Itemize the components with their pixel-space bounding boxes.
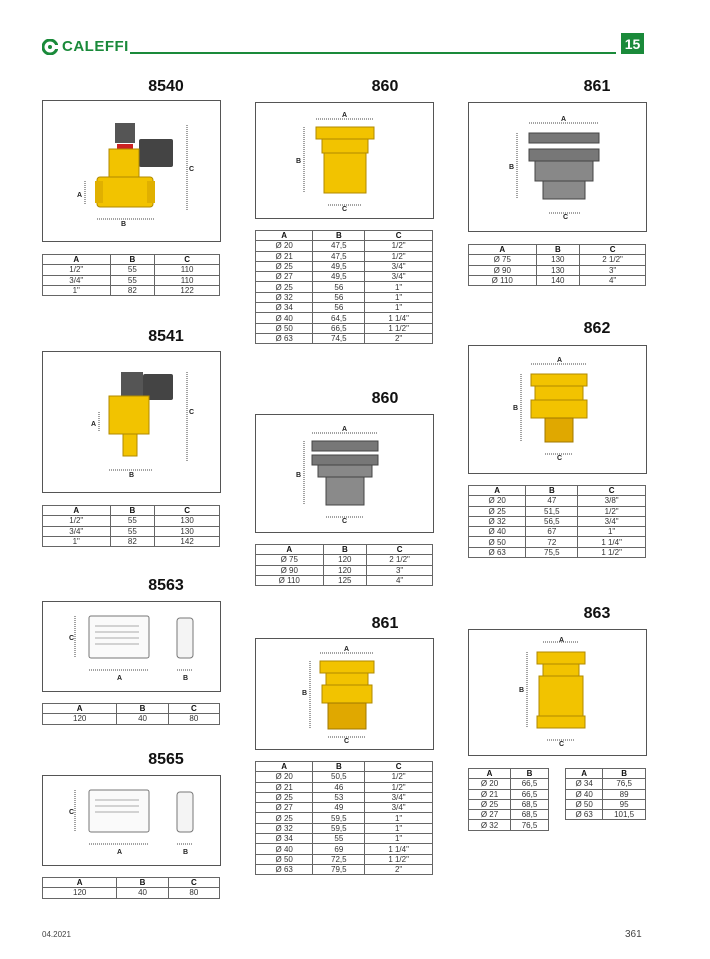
table-cell: 1" xyxy=(43,536,111,546)
table-row xyxy=(469,799,549,809)
table-row xyxy=(256,282,433,292)
dim-label-c: C xyxy=(557,455,563,462)
table-cell: 75,5 xyxy=(526,547,578,557)
table-cell: 130 xyxy=(536,255,580,265)
table-cell: 72 xyxy=(526,537,578,547)
dim-label-c: C xyxy=(563,214,569,221)
table-row xyxy=(256,803,433,813)
dim-label-a: A xyxy=(117,675,123,682)
table-row xyxy=(43,516,220,526)
col-header: A xyxy=(43,506,111,516)
table-cell: Ø 90 xyxy=(256,565,324,575)
dim-label-b: B xyxy=(509,164,515,171)
spec-table-860 xyxy=(255,230,433,344)
section-number: 15 xyxy=(621,33,644,54)
table-cell: Ø 21 xyxy=(469,789,511,799)
table-cell: 1" xyxy=(365,813,433,823)
spec-table-8540 xyxy=(42,254,220,296)
table-cell: 40 xyxy=(117,714,168,724)
table-cell: 130 xyxy=(155,526,220,536)
table-row xyxy=(469,506,646,516)
col-header: A xyxy=(256,545,324,555)
table-cell: 1" xyxy=(365,834,433,844)
table-cell: 2" xyxy=(365,864,433,874)
table-row xyxy=(256,272,433,282)
col-header: C xyxy=(365,762,433,772)
table-cell: 110 xyxy=(155,275,220,285)
publication-date: 04.2021 xyxy=(42,930,71,939)
table-cell: Ø 50 xyxy=(256,854,313,864)
table-cell: 76,5 xyxy=(511,820,549,830)
table-row xyxy=(469,265,646,275)
product-title-862: 862 xyxy=(583,320,611,337)
table-cell: Ø 32 xyxy=(256,823,313,833)
product-image-860-grey xyxy=(255,414,434,533)
spec-table-8563 xyxy=(42,703,220,725)
table-cell: 72,5 xyxy=(313,854,365,864)
table-row xyxy=(566,789,646,799)
table-cell: Ø 63 xyxy=(256,864,313,874)
dim-label-c: C xyxy=(559,741,565,748)
col-header: A xyxy=(469,245,537,255)
table-cell: 50,5 xyxy=(313,772,365,782)
table-cell: 120 xyxy=(323,555,367,565)
table-cell: 1 1/4" xyxy=(365,844,433,854)
table-cell: 101,5 xyxy=(603,810,646,820)
table-cell: 1 1/2" xyxy=(365,854,433,864)
table-cell: 56 xyxy=(313,303,365,313)
product-title-861: 861 xyxy=(371,615,399,632)
table-row xyxy=(469,255,646,265)
table-cell: Ø 40 xyxy=(566,789,603,799)
table-cell: 68,5 xyxy=(511,810,549,820)
table-cell: 3/4" xyxy=(43,275,111,285)
col-header: A xyxy=(43,878,117,888)
table-cell: 66,5 xyxy=(511,779,549,789)
table-row xyxy=(256,303,433,313)
spec-table-860-large xyxy=(255,544,433,586)
product-image-8563 xyxy=(42,601,221,692)
table-row xyxy=(43,526,220,536)
col-header: C xyxy=(367,545,433,555)
col-header: B xyxy=(323,545,367,555)
table-cell: 1 1/2" xyxy=(365,323,433,333)
product-image-861-grey xyxy=(468,102,647,232)
table-cell: 55 xyxy=(110,265,155,275)
table-cell: 1 1/4" xyxy=(578,537,646,547)
dim-label-b: B xyxy=(302,690,308,697)
table-cell: 64,5 xyxy=(313,313,365,323)
product-title-860-large: 860 xyxy=(371,390,399,407)
table-cell: 56 xyxy=(313,282,365,292)
table-row xyxy=(256,813,433,823)
table-cell: 1/2" xyxy=(43,265,111,275)
spec-table-8541 xyxy=(42,505,220,547)
table-cell: 82 xyxy=(110,536,155,546)
product-title-863: 863 xyxy=(583,605,611,622)
dim-label-b: B xyxy=(183,675,189,682)
col-header: B xyxy=(511,769,549,779)
col-header: A xyxy=(43,704,117,714)
dim-label-b: B xyxy=(129,472,135,479)
table-cell: 3" xyxy=(580,265,646,275)
table-cell: Ø 34 xyxy=(256,303,313,313)
spec-table-861 xyxy=(255,761,433,875)
product-image-862 xyxy=(468,345,647,474)
table-cell: 3/4" xyxy=(578,516,646,526)
dim-label-c: C xyxy=(342,518,348,525)
table-cell: 46 xyxy=(313,782,365,792)
table-cell: Ø 63 xyxy=(469,547,526,557)
table-cell: 142 xyxy=(155,536,220,546)
table-row xyxy=(256,823,433,833)
table-cell: 59,5 xyxy=(313,823,365,833)
table-cell: 1" xyxy=(578,527,646,537)
table-cell: Ø 25 xyxy=(469,506,526,516)
dim-label-a: A xyxy=(342,426,348,433)
table-cell: 130 xyxy=(155,516,220,526)
col-header: C xyxy=(155,255,220,265)
spec-table-863-right xyxy=(565,768,646,820)
table-cell: 68,5 xyxy=(511,799,549,809)
spec-table-862 xyxy=(468,485,646,558)
caleffi-logo-icon xyxy=(42,39,58,55)
table-cell: 120 xyxy=(43,714,117,724)
col-header: B xyxy=(110,255,155,265)
table-row xyxy=(566,779,646,789)
table-cell: Ø 25 xyxy=(256,792,313,802)
dim-label-b: B xyxy=(519,687,525,694)
table-cell: 80 xyxy=(168,888,219,898)
col-header: A xyxy=(566,769,603,779)
product-image-8541 xyxy=(42,351,221,493)
table-row xyxy=(256,565,433,575)
product-image-8540 xyxy=(42,100,221,242)
col-header: C xyxy=(168,878,219,888)
product-title-860: 860 xyxy=(371,78,399,95)
dim-label-c: C xyxy=(69,635,75,642)
table-cell: 49,5 xyxy=(313,261,365,271)
dim-label-a: A xyxy=(91,421,97,428)
table-cell: Ø 50 xyxy=(566,799,603,809)
table-row xyxy=(469,820,549,830)
table-cell: Ø 90 xyxy=(469,265,537,275)
col-header: C xyxy=(168,704,219,714)
table-cell: 47 xyxy=(526,496,578,506)
table-cell: 1" xyxy=(365,823,433,833)
product-image-861-yellow xyxy=(255,638,434,750)
col-header: B xyxy=(603,769,646,779)
table-cell: Ø 75 xyxy=(469,255,537,265)
table-row xyxy=(43,275,220,285)
table-row xyxy=(43,714,220,724)
table-cell: Ø 50 xyxy=(256,323,313,333)
table-cell: 3/4" xyxy=(365,803,433,813)
table-row xyxy=(256,261,433,271)
dim-label-c: C xyxy=(344,738,350,745)
table-cell: 55 xyxy=(313,834,365,844)
product-image-8565 xyxy=(42,775,221,866)
table-row xyxy=(43,285,220,295)
table-cell: 1/2" xyxy=(578,506,646,516)
table-row xyxy=(469,527,646,537)
product-image-860-yellow xyxy=(255,102,434,219)
table-cell: Ø 63 xyxy=(256,333,313,343)
table-row xyxy=(256,834,433,844)
table-row xyxy=(256,772,433,782)
dim-label-a: A xyxy=(342,112,348,119)
table-row xyxy=(256,251,433,261)
col-header: B xyxy=(117,878,168,888)
brand-name: CALEFFI xyxy=(62,38,129,55)
table-cell: Ø 34 xyxy=(256,834,313,844)
table-cell: 80 xyxy=(168,714,219,724)
table-cell: Ø 40 xyxy=(469,527,526,537)
dim-label-a: A xyxy=(77,192,83,199)
table-cell: 1" xyxy=(365,303,433,313)
table-cell: 1/2" xyxy=(365,251,433,261)
table-row xyxy=(256,575,433,585)
table-cell: 55 xyxy=(110,516,155,526)
table-cell: 3/4" xyxy=(365,792,433,802)
table-cell: 3/4" xyxy=(43,526,111,536)
col-header: B xyxy=(526,486,578,496)
table-cell: Ø 32 xyxy=(256,292,313,302)
table-row xyxy=(469,789,549,799)
table-row xyxy=(256,782,433,792)
table-row xyxy=(469,537,646,547)
table-cell: Ø 25 xyxy=(469,799,511,809)
table-cell: 74,5 xyxy=(313,333,365,343)
table-cell: 3/8" xyxy=(578,496,646,506)
table-cell: Ø 25 xyxy=(256,282,313,292)
table-cell: 4" xyxy=(580,275,646,285)
table-row xyxy=(256,333,433,343)
table-cell: Ø 20 xyxy=(256,241,313,251)
table-cell: 122 xyxy=(155,285,220,295)
table-cell: Ø 40 xyxy=(256,313,313,323)
table-cell: Ø 32 xyxy=(469,516,526,526)
table-cell: 130 xyxy=(536,265,580,275)
table-row xyxy=(566,810,646,820)
table-cell: 66,5 xyxy=(313,323,365,333)
table-cell: 3" xyxy=(367,565,433,575)
dim-label-b: B xyxy=(296,158,302,165)
table-cell: 1" xyxy=(43,285,111,295)
table-row xyxy=(469,547,646,557)
table-cell: Ø 20 xyxy=(469,496,526,506)
table-cell: 1 1/4" xyxy=(365,313,433,323)
table-cell: Ø 40 xyxy=(256,844,313,854)
table-cell: 2 1/2" xyxy=(367,555,433,565)
table-row xyxy=(469,275,646,285)
table-row xyxy=(469,810,549,820)
table-cell: 125 xyxy=(323,575,367,585)
spec-table-8565 xyxy=(42,877,220,899)
table-cell: Ø 27 xyxy=(256,803,313,813)
table-cell: 53 xyxy=(313,792,365,802)
table-cell: Ø 27 xyxy=(256,272,313,282)
table-cell: 69 xyxy=(313,844,365,854)
table-cell: Ø 21 xyxy=(256,782,313,792)
table-cell: 120 xyxy=(323,565,367,575)
product-title-8540: 8540 xyxy=(148,78,184,95)
table-row xyxy=(256,844,433,854)
col-header: B xyxy=(536,245,580,255)
col-header: C xyxy=(578,486,646,496)
dim-label-c: C xyxy=(69,809,75,816)
table-cell: Ø 110 xyxy=(256,575,324,585)
table-cell: 66,5 xyxy=(511,789,549,799)
col-header: A xyxy=(43,255,111,265)
product-title-8565: 8565 xyxy=(148,751,184,768)
table-cell: 47,5 xyxy=(313,241,365,251)
table-cell: 1/2" xyxy=(43,516,111,526)
table-cell: Ø 25 xyxy=(256,261,313,271)
table-row xyxy=(469,496,646,506)
dim-label-b: B xyxy=(296,472,302,479)
table-cell: 51,5 xyxy=(526,506,578,516)
table-row xyxy=(43,536,220,546)
dim-label-a: A xyxy=(561,116,567,123)
table-cell: 56 xyxy=(313,292,365,302)
table-cell: 1/2" xyxy=(365,241,433,251)
table-cell: 1/2" xyxy=(365,772,433,782)
table-cell: 1" xyxy=(365,282,433,292)
table-cell: 3/4" xyxy=(365,261,433,271)
table-row xyxy=(469,779,549,789)
table-cell: 4" xyxy=(367,575,433,585)
col-header: A xyxy=(469,486,526,496)
dim-label-b: B xyxy=(121,221,127,228)
table-cell: Ø 20 xyxy=(469,779,511,789)
table-cell: 82 xyxy=(110,285,155,295)
caleffi-logo xyxy=(42,38,129,55)
table-cell: 120 xyxy=(43,888,117,898)
table-row xyxy=(469,516,646,526)
dim-label-a: A xyxy=(344,646,350,653)
col-header: B xyxy=(110,506,155,516)
table-cell: 49,5 xyxy=(313,272,365,282)
table-cell: 110 xyxy=(155,265,220,275)
table-row xyxy=(43,265,220,275)
table-row xyxy=(256,792,433,802)
col-header: A xyxy=(256,231,313,241)
page-number: 361 xyxy=(625,929,642,940)
table-cell: Ø 20 xyxy=(256,772,313,782)
dim-label-a: A xyxy=(117,849,123,856)
col-header: C xyxy=(365,231,433,241)
table-cell: Ø 21 xyxy=(256,251,313,261)
header-rule xyxy=(130,52,616,54)
dim-label-b: B xyxy=(183,849,189,856)
col-header: A xyxy=(256,762,313,772)
col-header: C xyxy=(155,506,220,516)
table-cell: 56,5 xyxy=(526,516,578,526)
product-image-863 xyxy=(468,629,647,756)
table-cell: 67 xyxy=(526,527,578,537)
dim-label-a: A xyxy=(557,357,563,364)
table-cell: 79,5 xyxy=(313,864,365,874)
table-row xyxy=(256,313,433,323)
table-row xyxy=(566,799,646,809)
table-cell: 1 1/2" xyxy=(578,547,646,557)
table-cell: 49 xyxy=(313,803,365,813)
table-cell: 1/2" xyxy=(365,782,433,792)
dim-label-c: C xyxy=(342,206,348,213)
table-cell: 89 xyxy=(603,789,646,799)
table-row xyxy=(256,864,433,874)
col-header: A xyxy=(469,769,511,779)
table-row xyxy=(256,555,433,565)
col-header: C xyxy=(580,245,646,255)
dim-label-c: C xyxy=(189,409,195,416)
table-cell: 55 xyxy=(110,275,155,285)
col-header: B xyxy=(117,704,168,714)
table-cell: Ø 75 xyxy=(256,555,324,565)
dim-label-b: B xyxy=(513,405,519,412)
col-header: B xyxy=(313,231,365,241)
spec-table-863-left xyxy=(468,768,549,831)
table-cell: 76,5 xyxy=(603,779,646,789)
table-cell: Ø 50 xyxy=(469,537,526,547)
table-cell: 140 xyxy=(536,275,580,285)
table-cell: 2" xyxy=(365,333,433,343)
table-row xyxy=(256,241,433,251)
product-title-8541: 8541 xyxy=(148,328,184,345)
table-cell: Ø 110 xyxy=(469,275,537,285)
table-cell: 2 1/2" xyxy=(580,255,646,265)
table-cell: Ø 34 xyxy=(566,779,603,789)
table-row xyxy=(256,323,433,333)
product-title-861-large: 861 xyxy=(583,78,611,95)
table-cell: Ø 27 xyxy=(469,810,511,820)
table-row xyxy=(256,292,433,302)
table-cell: 3/4" xyxy=(365,272,433,282)
table-cell: Ø 32 xyxy=(469,820,511,830)
table-cell: 95 xyxy=(603,799,646,809)
table-cell: 1" xyxy=(365,292,433,302)
table-cell: 47,5 xyxy=(313,251,365,261)
table-cell: 40 xyxy=(117,888,168,898)
dim-label-c: C xyxy=(189,166,195,173)
dim-label-a: A xyxy=(559,637,565,644)
table-cell: 59,5 xyxy=(313,813,365,823)
table-cell: Ø 63 xyxy=(566,810,603,820)
spec-table-861-large xyxy=(468,244,646,286)
table-cell: 55 xyxy=(110,526,155,536)
table-row xyxy=(256,854,433,864)
col-header: B xyxy=(313,762,365,772)
table-row xyxy=(43,888,220,898)
table-cell: Ø 25 xyxy=(256,813,313,823)
product-title-8563: 8563 xyxy=(148,577,184,594)
